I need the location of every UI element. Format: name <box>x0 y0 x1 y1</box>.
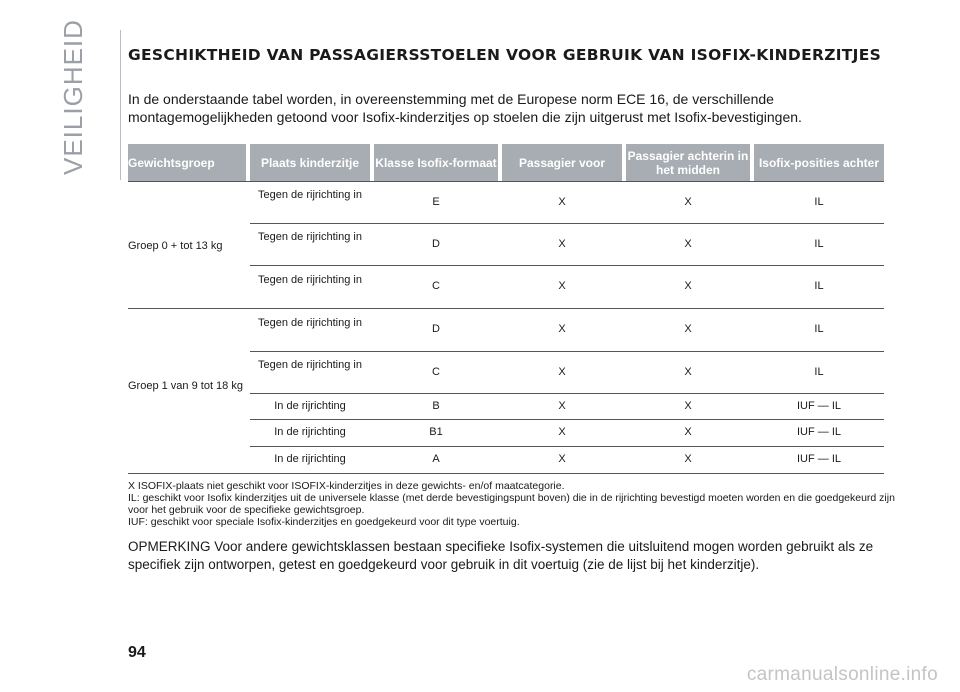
group-label-0-13: Groep 0 + tot 13 kg <box>128 240 223 252</box>
header-weight-group: Gewichtsgroep <box>128 144 246 181</box>
group-label-9-18: Groep 1 van 9 tot 18 kg <box>128 380 243 392</box>
table-cell-front: X <box>558 280 566 292</box>
table-cell-front: X <box>558 195 566 208</box>
table-cell-place: Tegen de rijrichting in <box>258 189 362 201</box>
table-cell-isofix: IL <box>814 195 824 208</box>
table-cell-class: B1 <box>429 426 443 438</box>
table-cell-rear-mid: X <box>684 237 692 250</box>
table-cell-place: Tegen de rijrichting in <box>258 359 362 371</box>
table-divider <box>250 265 884 266</box>
header-rear-middle: Passagier achterin in het midden <box>626 144 750 181</box>
table-cell-front: X <box>558 453 566 465</box>
section-divider-line <box>120 30 121 180</box>
table-cell-isofix: IL <box>814 365 824 378</box>
page-title: GESCHIKTHEID VAN PASSAGIERSSTOELEN VOOR GEBRUIK VAN ISOFIX-KINDERZITJES <box>128 46 882 64</box>
header-isofix-rear: Isofix-posities achter <box>754 144 884 181</box>
table-cell-place: Tegen de rijrichting in <box>258 316 362 329</box>
table-divider <box>250 223 884 224</box>
table-cell-rear-mid: X <box>684 453 692 465</box>
table-cell-place: Tegen de rijrichting in <box>258 273 362 286</box>
table-cell-isofix: IUF — IL <box>796 399 841 412</box>
table-divider <box>250 419 884 420</box>
table-cell-class: E <box>432 195 440 208</box>
table-divider <box>250 393 884 394</box>
table-header <box>128 144 884 181</box>
table-cell-class: D <box>432 237 440 250</box>
table-cell-front: X <box>558 426 566 438</box>
table-cell-front: X <box>558 237 566 250</box>
table-cell-front: X <box>558 399 566 412</box>
table-cell-place: Tegen de rijrichting in <box>258 231 362 243</box>
table-divider <box>128 181 884 182</box>
table-cell-rear-mid: X <box>684 323 692 335</box>
table-notes <box>128 480 898 528</box>
table-cell-place: In de rijrichting <box>274 426 346 438</box>
note-il: IL: geschikt voor Isofix kinderzitjes uit de universele klasse (met derde bevestigingspunt boven) die in de rijrichting bevestigd moeten worden en die goedgekeurd zijn voor het gebruik voor de specifieke gewichtsgroep. <box>128 492 895 516</box>
table-cell-front: X <box>558 323 566 335</box>
table-divider <box>250 446 884 447</box>
table-cell-class: B <box>432 399 440 412</box>
table-divider <box>128 473 884 474</box>
table-cell-rear-mid: X <box>684 280 692 292</box>
table-divider <box>128 308 884 309</box>
intro-paragraph: In de onderstaande tabel worden, in overeenstemming met de Europese norm ECE 16, de verschillende montagemogelijkheden getoond voor Isofix-kinderzitjes op stoelen die zijn uitgerust met Isofix-bevestigingen. <box>128 91 802 125</box>
note-x: X ISOFIX-plaats niet geschikt voor ISOFIX-kinderzitjes in deze gewichts- en/of maatcategorie. <box>128 480 565 492</box>
table-divider <box>250 351 884 352</box>
table-cell-isofix: IL <box>814 237 824 250</box>
watermark: carmanualsonline.info <box>746 664 938 685</box>
header-seat-place: Plaats kinderzitje <box>250 144 370 181</box>
header-isofix-class: Klasse Isofix-formaat <box>374 144 498 181</box>
table-cell-class: A <box>432 453 440 465</box>
page-number: 94 <box>128 644 146 661</box>
table-cell-class: C <box>432 365 440 378</box>
table-cell-class: C <box>432 280 440 292</box>
table-cell-place: In de rijrichting <box>274 399 346 412</box>
table-cell-class: D <box>432 323 440 335</box>
section-label: VEILIGHEID <box>58 19 88 175</box>
table-cell-isofix: IL <box>814 323 824 335</box>
table-cell-rear-mid: X <box>684 399 692 412</box>
header-front-passenger: Passagier voor <box>502 144 622 181</box>
table-cell-isofix: IL <box>814 280 824 292</box>
remark-paragraph: OPMERKING Voor andere gewichtsklassen bestaan specifieke Isofix-systemen die uitsluitend mogen worden gebruikt als ze specifiek zijn ontworpen, getest en goedgekeurd voor gebruik in dit voertuig (zie de lijst bij het kinderzitje). <box>128 539 874 572</box>
table-cell-place: In de rijrichting <box>274 453 346 465</box>
table-cell-isofix: IUF — IL <box>796 426 841 438</box>
table-cell-rear-mid: X <box>684 195 692 208</box>
note-iuf: IUF: geschikt voor speciale Isofix-kinderzitjes en goedgekeurd voor dit type voertuig. <box>128 516 520 528</box>
table-cell-front: X <box>558 365 566 378</box>
table-cell-isofix: IUF — IL <box>796 453 841 465</box>
table-cell-rear-mid: X <box>684 365 692 378</box>
table-cell-rear-mid: X <box>684 426 692 438</box>
